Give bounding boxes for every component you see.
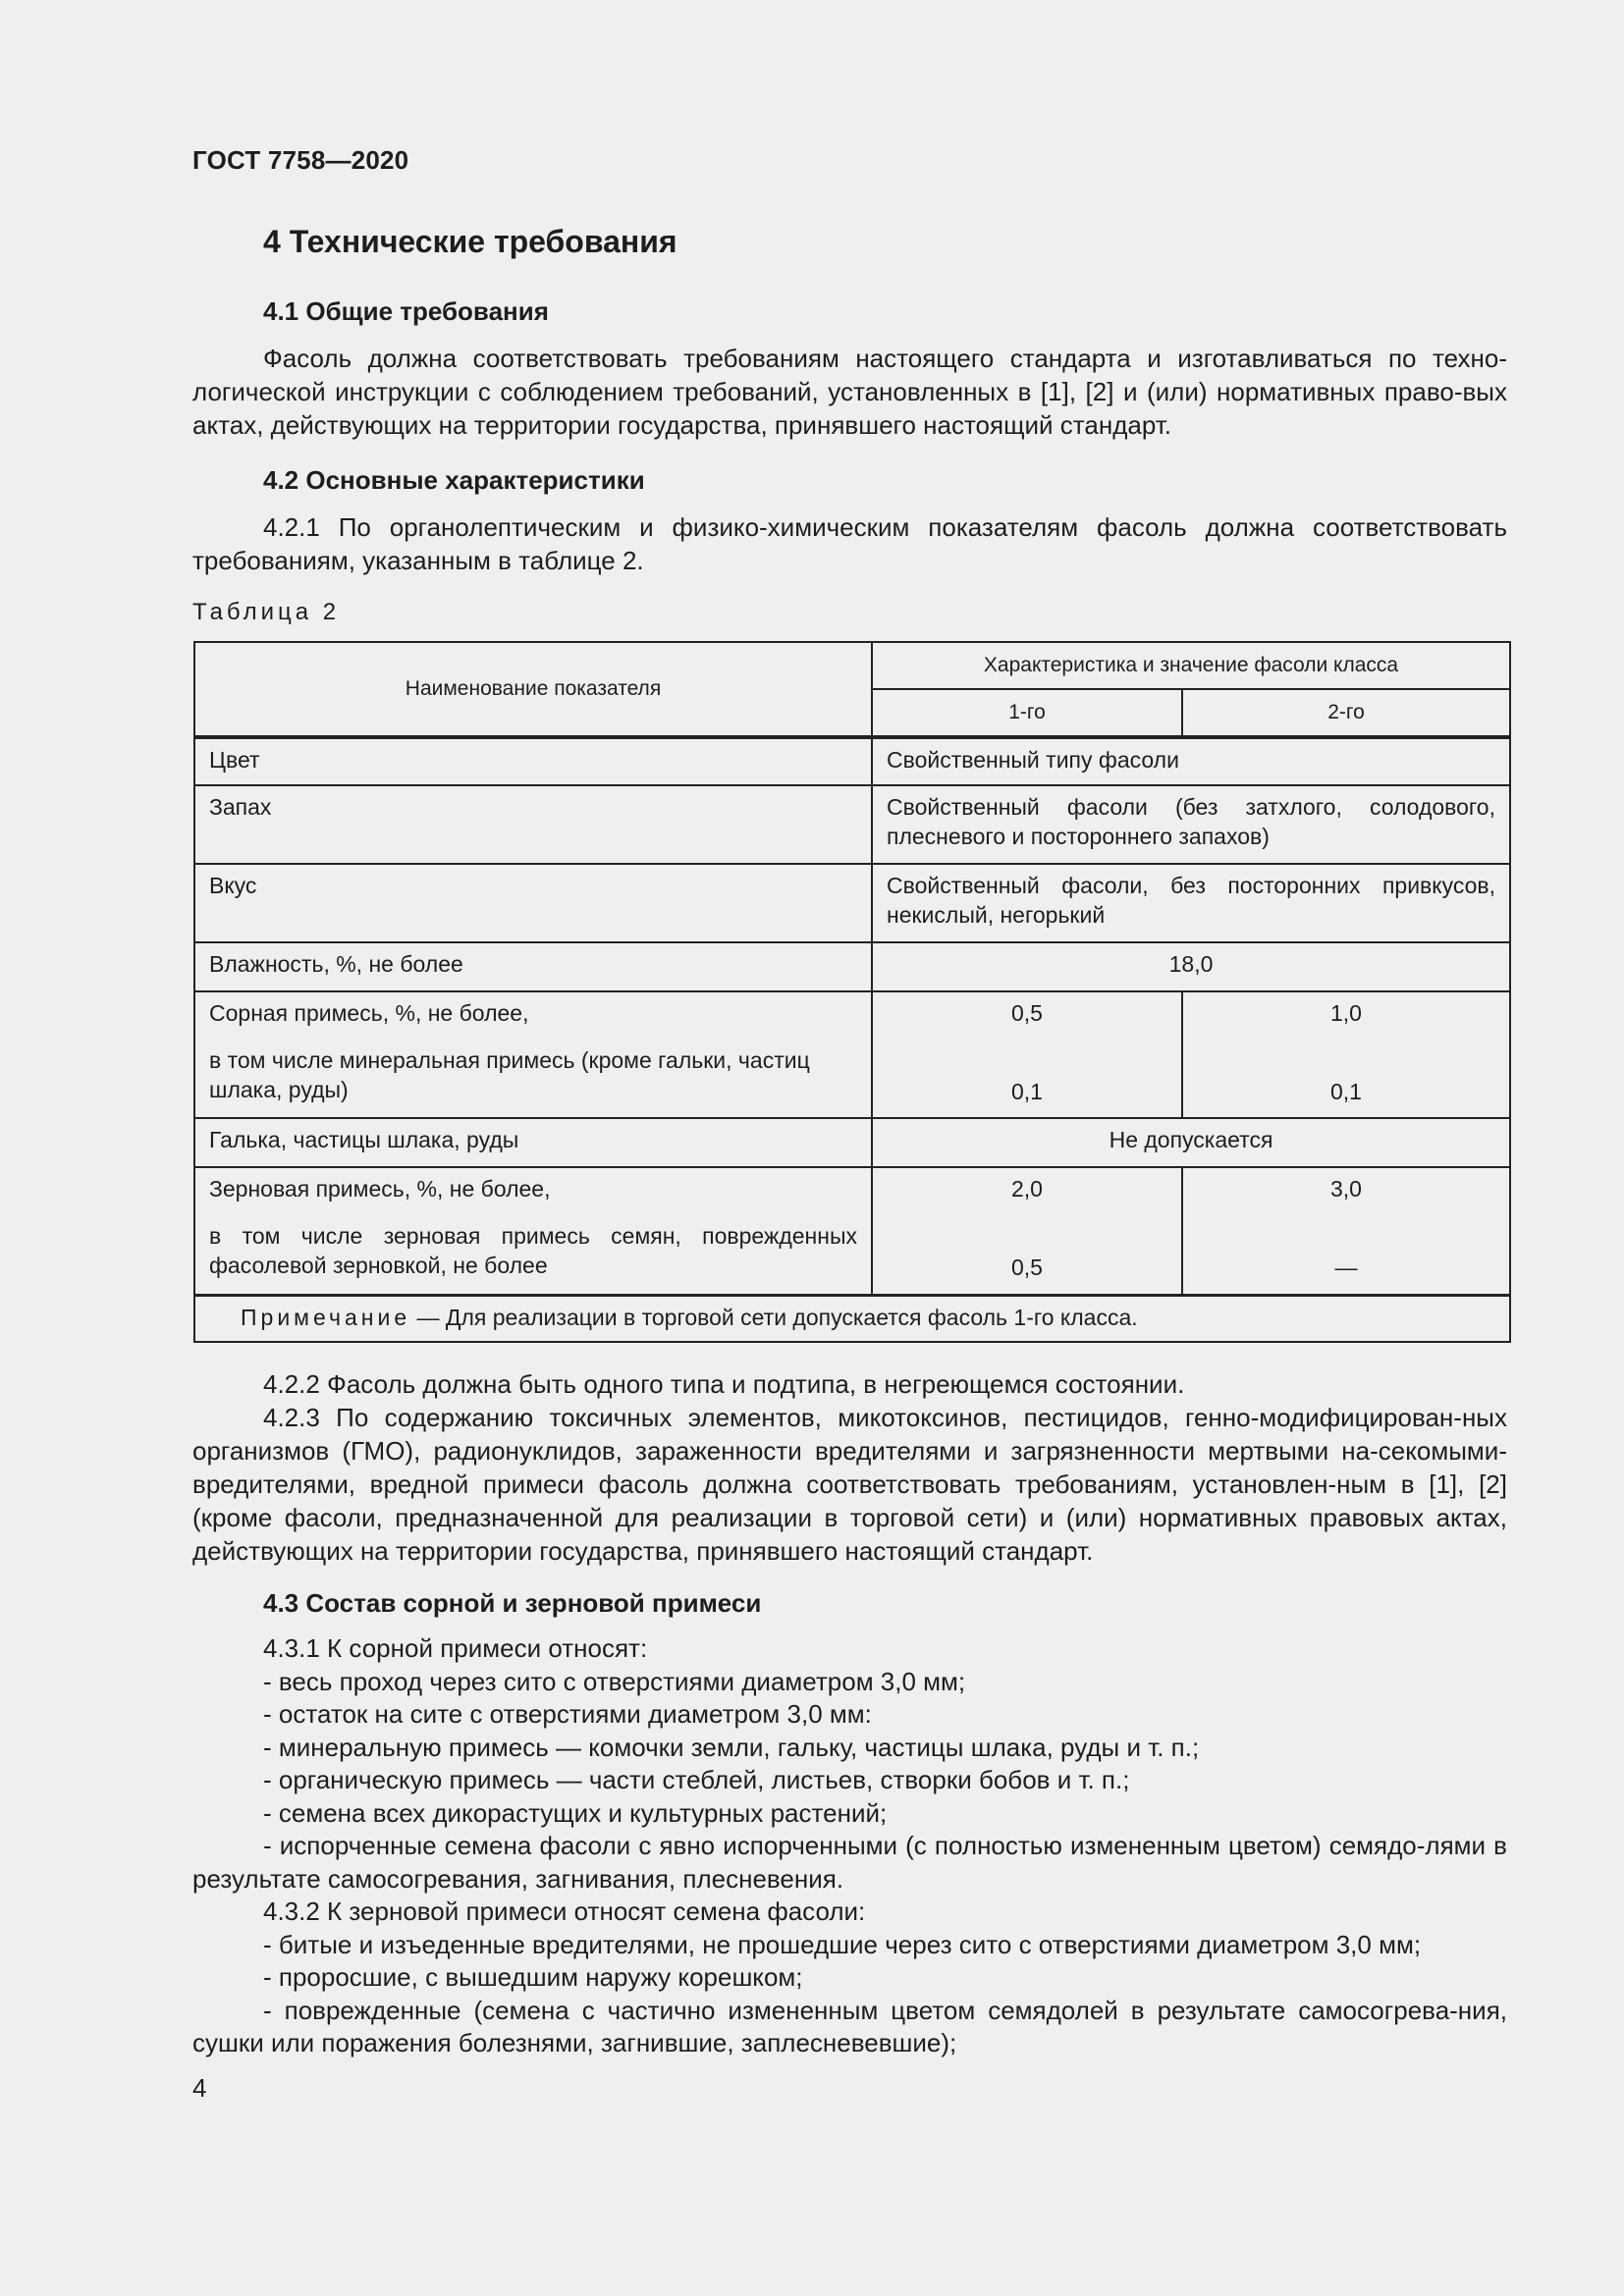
- paragraph-4-2-3: 4.2.3 По содержанию токсичных элементов, микотоксинов, пестицидов, генно-модифицирован-ных организмов (ГМО), радионуклидов, зараженности вредителями и загрязненности мертвыми на-секомыми-вредителями, вредной примеси фасоль должна соответствовать требованиям, установлен-ным в [1], [2] (кроме фасоли, предназначенной для реализации в торговой сети) и (или) нормативных правовых актах, действующих на территории государства, принявшего настоящий стандарт.: [192, 1403, 1507, 1566]
- section-4-3-title: 4.3 Состав сорной и зерновой примеси: [263, 1588, 762, 1618]
- grain-class-2: [1182, 1167, 1510, 1295]
- paragraph-4-2-1: 4.2.1 По органолептическим и физико-химическим показателям фасоль должна соответствовать требованиям, указанным в таблице 2.: [192, 512, 1507, 575]
- table-row: [194, 1167, 1510, 1295]
- grain-class-1: [872, 1167, 1182, 1295]
- list-item: - поврежденные (семена с частично измененным цветом семядолей в результате самосогрева-ния, сушки или поражения болезнями, загнившие, заплесневевшие);: [192, 1995, 1507, 2057]
- note-label: Примечание: [241, 1304, 411, 1330]
- section-4-title: 4 Технические требования: [263, 224, 677, 259]
- list-item: - остаток на сите с отверстиями диаметром 3,0 мм:: [263, 1699, 872, 1729]
- row-value-pebbles: Не допускается: [872, 1118, 1510, 1167]
- section-4-3-body: [192, 1632, 1507, 2060]
- list-item: - весь проход через сито с отверстиями диаметром 3,0 мм;: [263, 1666, 966, 1696]
- table-note-row: [194, 1295, 1510, 1342]
- grain-c1: 2,0: [1011, 1176, 1043, 1201]
- grain-name: Зерновая примесь, %, не более,: [209, 1176, 551, 1201]
- list-item: - проросшие, с вышедшим наружу корешком;: [263, 1962, 803, 1992]
- table-row: [194, 864, 1510, 942]
- row-value-taste: Свойственный фасоли, без посторонних привкусов, некислый, негорький: [872, 864, 1510, 942]
- page-number: 4: [192, 2073, 207, 2103]
- list-item: - семена всех дикорастущих и культурных растений;: [263, 1797, 888, 1828]
- grain-sub-c1: 0,5: [1011, 1255, 1043, 1280]
- weed-name: Сорная примесь, %, не более,: [209, 1000, 529, 1026]
- paragraph-4-2-2: 4.2.2 Фасоль должна быть одного типа и подтипа, в негреющемся состоянии.: [263, 1369, 1185, 1399]
- list-item: - битые и изъеденные вредителями, не прошедшие через сито с отверстиями диаметром 3,0 мм;: [263, 1929, 1422, 1959]
- row-name-pebbles: Галька, частицы шлака, руды: [194, 1118, 872, 1167]
- grain-subname: в том числе зерновая примесь семян, поврежденных фасолевой зерновкой, не более: [209, 1223, 857, 1278]
- weed-c1: 0,5: [1011, 1000, 1043, 1026]
- row-name-grain: [194, 1167, 872, 1295]
- weed-class-2: [1182, 991, 1510, 1118]
- table-2: [193, 641, 1511, 1343]
- paragraph-4-3-1: 4.3.1 К сорной примеси относят:: [263, 1633, 648, 1663]
- row-value-smell: Свойственный фасоли (без затхлого, солодового, плесневого и постороннего запахов): [872, 785, 1510, 864]
- grain-c2: 3,0: [1330, 1176, 1362, 1201]
- row-name-weed: [194, 991, 872, 1118]
- table-row: [194, 1118, 1510, 1167]
- weed-sub-c2: 0,1: [1330, 1079, 1362, 1104]
- row-name-smell: Запах: [194, 785, 872, 864]
- header-class-2: 2-го: [1182, 689, 1510, 737]
- list-item: - органическую примесь — части стеблей, листьев, створки бобов и т. п.;: [263, 1765, 1130, 1794]
- grain-sub-c2: —: [1334, 1255, 1358, 1280]
- weed-c2: 1,0: [1330, 1000, 1362, 1026]
- weed-class-1: [872, 991, 1182, 1118]
- header-class-1: 1-го: [872, 689, 1182, 737]
- note-text: — Для реализации в торговой сети допускается фасоль 1-го класса.: [410, 1304, 1138, 1330]
- section-4-1-title: 4.1 Общие требования: [263, 296, 549, 326]
- row-value-moisture: 18,0: [872, 942, 1510, 991]
- table-caption: Таблица 2: [192, 599, 341, 625]
- table-row: [194, 991, 1510, 1118]
- table-row: [194, 737, 1510, 785]
- header-class-group: Характеристика и значение фасоли класса: [872, 642, 1510, 689]
- document-code: ГОСТ 7758—2020: [192, 145, 409, 175]
- table-row: [194, 942, 1510, 991]
- row-name-color: Цвет: [194, 737, 872, 785]
- table-row: [194, 785, 1510, 864]
- section-4-2-title: 4.2 Основные характеристики: [263, 465, 645, 495]
- section-4-1-text: Фасоль должна соответствовать требованиям настоящего стандарта и изготавливаться по техно-логической инструкции с соблюдением требований, установленных в [1], [2] и (или) нормативных право-вых актах, действующих на территории государства, принявшего настоящий стандарт.: [192, 344, 1507, 440]
- weed-sub-c1: 0,1: [1011, 1079, 1043, 1104]
- table-note: [194, 1295, 1510, 1342]
- row-name-moisture: Влажность, %, не более: [194, 942, 872, 991]
- list-item: - испорченные семена фасоли с явно испорченными (с полностью измененным цветом) семядо-лями в результате самосогревания, загнивания, плесневения.: [192, 1831, 1507, 1894]
- weed-subname: в том числе минеральная примесь (кроме гальки, частиц шлака, руды): [209, 1047, 810, 1102]
- paragraph-4-3-2: 4.3.2 К зерновой примеси относят семена фасоли:: [263, 1896, 866, 1926]
- header-indicator-name: Наименование показателя: [194, 642, 872, 737]
- row-value-color: Свойственный типу фасоли: [872, 737, 1510, 785]
- row-name-taste: Вкус: [194, 864, 872, 942]
- list-item: - минеральную примесь — комочки земли, гальку, частицы шлака, руды и т. п.;: [263, 1732, 1200, 1762]
